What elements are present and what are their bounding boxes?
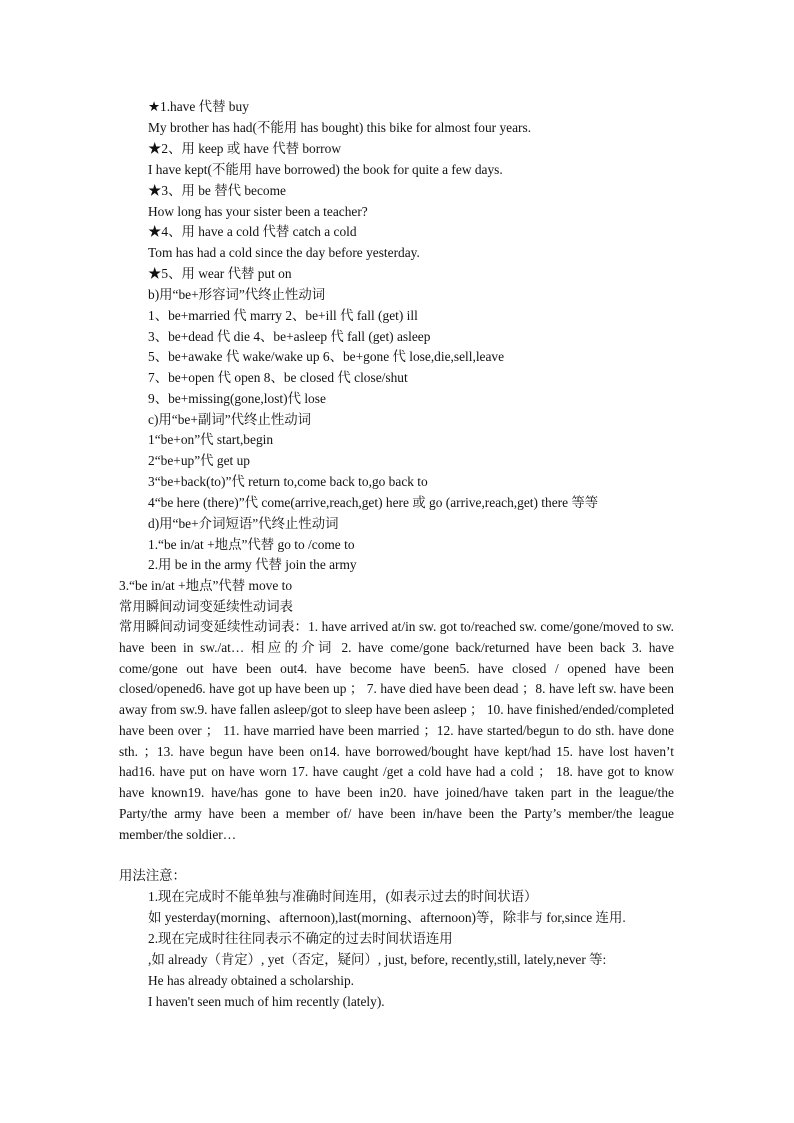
heading-be-become: ★3、用 be 替代 become xyxy=(148,183,286,198)
heading-keep-borrow: ★2、用 keep 或 have 代替 borrow xyxy=(148,141,342,156)
example-sentence: How long has your sister been a teacher? xyxy=(148,204,368,219)
usage-notes-heading: 用法注意： xyxy=(119,868,186,883)
list-item: 9、be+missing(gone,lost)代 lose xyxy=(148,391,326,406)
section-c-heading: c)用“be+副词”代终止性动词 xyxy=(148,412,311,427)
list-item: 2“be+up”代 get up xyxy=(148,453,250,468)
section-b-heading: b)用“be+形容词”代终止性动词 xyxy=(148,287,326,302)
verb-table-paragraph: 常用瞬间动词变延续性动词表：1. have arrived at/in sw. got to/reached sw. come/gone/moved to sw. have been in sw./at… 相应的介词 2. have come/gone back/returned have been back 3. have come/gone out have been out4. have become have been5. have closed / opened have been closed/opened6. have got up have been up ； 7. have died have been dead ；8. have left sw. have been away from sw.9. have fallen asleep/got to sleep have been asleep ； 10. have finished/ended/completed have been over ； 11. have married have been married ；12. have started/begun to do sth. have done sth. ；13. have begun have been on14. have borrowed/bought have kept/had 15. have lost haven’t had16. have put on have worn 17. have caught /get a cold have had a cold ； 18. have got to know have known19. have/has gone to have been in20. have joined/have taken part in the league/the Party/the army have been a member of/ have been in/have been the Party’s member/the league member/the soldier… xyxy=(119,619,674,842)
list-item: 5、be+awake 代 wake/wake up 6、be+gone 代 lose,die,sell,leave xyxy=(148,349,505,364)
list-item: 3.“be in/at +地点”代替 move to xyxy=(119,578,293,593)
usage-note: ,如 already（肯定）, yet（否定，疑问）, just, before, recently,still, lately,never 等: xyxy=(148,952,607,967)
heading-have-cold: ★4、用 have a cold 代替 catch a cold xyxy=(148,224,357,239)
usage-note: 1.现在完成时不能单独与准确时间连用，(如表示过去的时间状语） xyxy=(148,889,538,904)
list-item: 3“be+back(to)”代 return to,come back to,go back to xyxy=(148,474,428,489)
list-item: 1、be+married 代 marry 2、be+ill 代 fall (get) ill xyxy=(148,308,418,323)
heading-wear-put-on: ★5、用 wear 代替 put on xyxy=(148,266,292,281)
example-sentence: My brother has had(不能用 has bought) this bike for almost four years. xyxy=(148,120,532,135)
list-item: 1.“be in/at +地点”代替 go to /come to xyxy=(148,537,355,552)
section-title: 常用瞬间动词变延续性动词表 xyxy=(119,599,294,614)
list-item: 1“be+on”代 start,begin xyxy=(148,432,274,447)
example-sentence: He has already obtained a scholarship. xyxy=(148,973,354,988)
list-item: 7、be+open 代 open 8、be closed 代 close/shut xyxy=(148,370,408,385)
usage-note: 如 yesterday(morning、afternoon),last(morning、afternoon)等，除非与 for,since 连用. xyxy=(148,910,626,925)
list-item: 2.用 be in the army 代替 join the army xyxy=(148,557,357,572)
list-item: 4“be here (there)”代 come(arrive,reach,get) here 或 go (arrive,reach,get) there 等等 xyxy=(148,495,599,510)
usage-note: 2.现在完成时往往同表示不确定的过去时间状语连用 xyxy=(148,931,453,946)
list-item: 3、be+dead 代 die 4、be+asleep 代 fall (get) asleep xyxy=(148,329,431,344)
heading-have-buy: ★1.have 代替 buy xyxy=(148,99,249,114)
example-sentence: I have kept(不能用 have borrowed) the book for quite a few days. xyxy=(148,162,503,177)
example-sentence: I haven't seen much of him recently (lately). xyxy=(148,994,385,1009)
example-sentence: Tom has had a cold since the day before yesterday. xyxy=(148,245,420,260)
section-d-heading: d)用“be+介词短语”代终止性动词 xyxy=(148,516,339,531)
